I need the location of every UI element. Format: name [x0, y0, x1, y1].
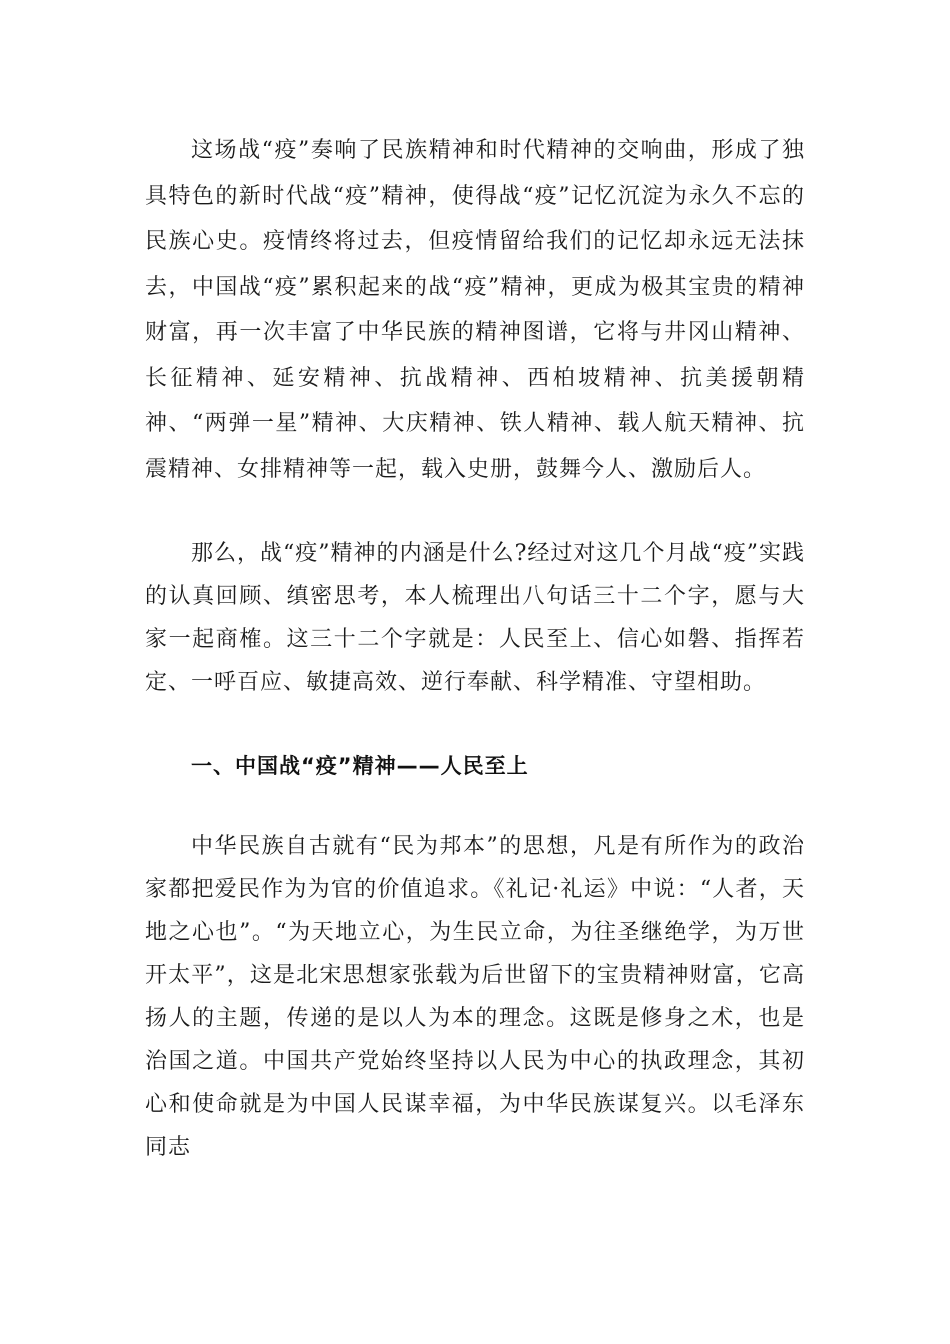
paragraph-spacer — [145, 492, 805, 532]
section-heading-people-first: 一、中国战“疫”精神——人民至上 — [191, 754, 529, 778]
paragraph-people-first: 中华民族自古就有“民为邦本”的思想，凡是有所作为的政治家都把爱民作为为官的价值追求。《礼记·礼运》中说：“人者，天地之心也”。“为天地立心，为生民立命，为往圣继绝学，为万世开太平”，这是北宋思想家张载为后世留下的宝贵精神财富，它高扬人的主题，传递的是以人为本的理念。这既是修身之术，也是治国之道。中国共产党始终坚持以人民为中心的执政理念，其初心和使命就是为中国人民谋幸福，为中华民族谋复兴。以毛泽东同志 — [145, 834, 805, 1160]
document-body — [145, 128, 805, 1169]
paragraph-spacer — [145, 704, 805, 744]
paragraph-spirit-intro: 这场战“疫”奏响了民族精神和时代精神的交响曲，形成了独具特色的新时代战“疫”精神，使得战“疫”记忆沉淀为永久不忘的民族心史。疫情终将过去，但疫情留给我们的记忆却永远无法抹去，中国战“疫”累积起来的战“疫”精神，更成为极其宝贵的精神财富，再一次丰富了中华民族的精神图谱，它将与井冈山精神、长征精神、延安精神、抗战精神、西柏坡精神、抗美援朝精神、“两弹一星”精神、大庆精神、铁人精神、载人航天精神、抗震精神、女排精神等一起，载入史册，鼓舞今人、激励后人。 — [145, 138, 805, 482]
paragraph-spacer — [145, 789, 805, 825]
paragraph-spirit-meaning: 那么，战“疫”精神的内涵是什么?经过对这几个月战“疫”实践的认真回顾、缜密思考，本人梳理出八句话三十二个字，愿与大家一起商榷。这三十二个字就是：人民至上、信心如磐、指挥若定、一呼百应、敏捷高效、逆行奉献、科学精准、守望相助。 — [145, 541, 805, 695]
